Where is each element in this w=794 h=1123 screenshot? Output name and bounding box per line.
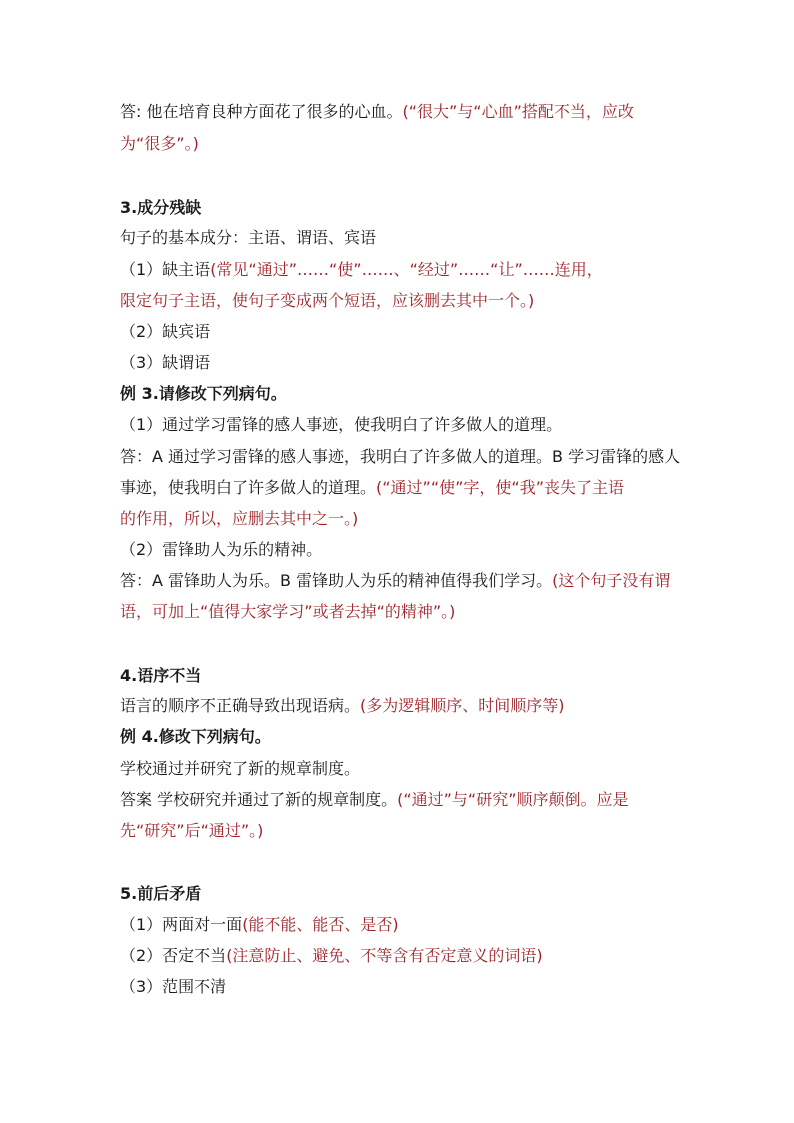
example-3-answer-2-note: 语，可加上“值得大家学习”或者去掉“的精神”。) bbox=[120, 602, 456, 621]
example-3-answer-1-note: 的作用，所以，应删去其中之一。) bbox=[120, 509, 359, 528]
answer-note: (“很大”与“心血”搭配不当，应改 bbox=[402, 102, 634, 121]
example-3-question-1: （1）通过学习雷锋的感人事迹，使我明白了许多做人的道理。 bbox=[120, 415, 563, 434]
item-note-continued: 限定句子主语，使句子变成两个短语，应该删去其中一个。) bbox=[120, 291, 535, 310]
example-3-answer-1: 答：A 通过学习雷锋的感人事迹，我明白了许多做人的道理。B 学习雷锋的感人 bbox=[120, 447, 681, 466]
description-text: 语言的顺序不正确导致出现语病。 bbox=[120, 696, 361, 715]
word-order-description bbox=[120, 695, 680, 717]
item-note: (常见“通过”……“使”……、“经过”……“让”……连用， bbox=[210, 260, 603, 279]
item-missing-predicate: （3）缺谓语 bbox=[120, 353, 211, 372]
basic-components: 句子的基本成分：主语、谓语、宾语 bbox=[120, 228, 377, 247]
item-label: （2）否定不当 bbox=[120, 946, 227, 965]
item-note: (能不能、能否、是否) bbox=[242, 915, 399, 934]
example-4-answer bbox=[120, 789, 680, 811]
example-3-title: 例 3.请修改下列病句。 bbox=[120, 384, 287, 403]
example-4-question: 学校通过并研究了新的规章制度。 bbox=[120, 759, 361, 778]
description-note: (多为逻辑顺序、时间顺序等) bbox=[360, 696, 565, 715]
item-missing-subject bbox=[120, 259, 680, 281]
item-two-sided bbox=[120, 914, 680, 936]
section-heading-3: 3.成分残缺 bbox=[120, 198, 202, 217]
answer-note-line: 为“很多”。) bbox=[120, 134, 199, 153]
answer-note: (这个句子没有谓 bbox=[552, 571, 671, 590]
answer-line bbox=[120, 101, 680, 123]
section-heading-5: 5.前后矛盾 bbox=[120, 884, 202, 903]
example-4-title: 例 4.修改下列病句。 bbox=[120, 727, 271, 746]
item-improper-negation bbox=[120, 945, 680, 967]
example-3-question-2: （2）雷锋助人为乐的精神。 bbox=[120, 540, 323, 559]
example-4-answer-note: 先“研究”后“通过”。) bbox=[120, 821, 264, 840]
answer-note: (“通过”“使”字，使“我”丧失了主语 bbox=[376, 478, 624, 497]
item-missing-object: （2）缺宾语 bbox=[120, 322, 211, 341]
example-3-answer-2 bbox=[120, 570, 680, 592]
item-label: （1）两面对一面 bbox=[120, 915, 243, 934]
answer-text: 事迹，使我明白了许多做人的道理。 bbox=[120, 478, 377, 497]
item-label: （1）缺主语 bbox=[120, 260, 211, 279]
answer-text: 答：A 雷锋助人为乐。B 雷锋助人为乐的精神值得我们学习。 bbox=[120, 571, 553, 590]
item-unclear-scope: （3）范围不清 bbox=[120, 977, 227, 996]
section-heading-4: 4.语序不当 bbox=[120, 666, 202, 685]
answer-note: (“通过”与“研究”顺序颠倒。应是 bbox=[397, 790, 629, 809]
answer-text: 答案 学校研究并通过了新的规章制度。 bbox=[120, 790, 398, 809]
item-note: (注意防止、避免、不等含有否定意义的词语) bbox=[226, 946, 543, 965]
answer-text: 答: 他在培育良种方面花了很多的心血。 bbox=[120, 102, 403, 121]
example-3-answer-1-cont bbox=[120, 477, 680, 499]
